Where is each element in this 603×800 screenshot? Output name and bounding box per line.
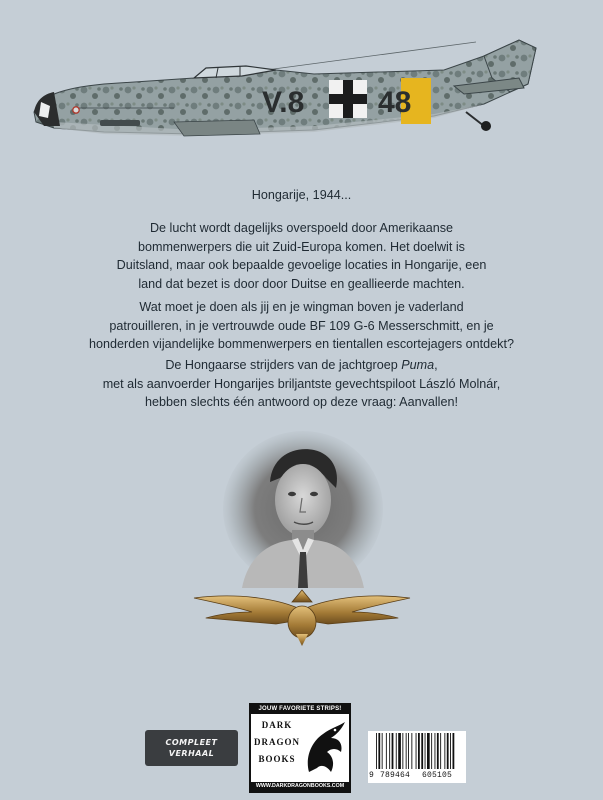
barcode-bar <box>440 733 441 769</box>
paragraph-2-line-2: patrouilleren, in je vertrouwde oude BF 109 G-6 Messerschmitt, en je <box>109 318 494 333</box>
barcode-bar <box>427 733 430 769</box>
pilot-portrait <box>222 430 384 588</box>
paragraph-3 <box>40 356 563 412</box>
paragraph-3-line-2: met als aanvoerder Hongarijes briljantste gevechtspiloot László Molnár, <box>102 376 501 391</box>
barcode-bar <box>398 733 401 769</box>
barcode-bar <box>389 733 390 769</box>
barcode-bar <box>386 733 387 769</box>
barcode-bar <box>418 733 420 769</box>
barcode-bar <box>392 733 394 769</box>
aircraft-code-left: V.8 <box>262 86 305 119</box>
barcode-bar <box>425 733 426 769</box>
barcode-bar <box>435 733 436 769</box>
hungarian-cross-insignia <box>329 80 367 118</box>
paragraph-1-line-1: De lucht wordt dagelijks overspoeld door Amerikaanse <box>149 221 454 235</box>
badge-line-2: VERHAAL <box>168 749 215 758</box>
barcode-bar <box>437 733 439 769</box>
barcode-bar <box>378 733 380 769</box>
publisher-tagline: JOUW FAVORIETE STRIPS! <box>251 705 349 714</box>
barcode-bar <box>444 733 445 769</box>
barcode-bar <box>453 733 455 769</box>
paragraph-1-line-2: bommenwerpers die uit Zuid-Europa komen. Het doelwit is <box>138 239 465 254</box>
paragraph-2 <box>40 298 563 354</box>
barcode-bar <box>402 733 403 769</box>
barcode-bars <box>368 733 466 771</box>
barcode-bar <box>406 733 407 769</box>
paragraph-1-line-3: Duitsland, maar ook bepaalde gevoelige locaties in Hongarije, een <box>116 258 487 272</box>
barcode-bar <box>416 733 417 769</box>
complete-story-badge <box>145 730 238 766</box>
paragraph-1-line-4: land dat bezet is door door Duitse en geallieerde machten. <box>138 276 465 291</box>
pilot-wings-emblem <box>192 588 412 648</box>
barcode-bar <box>376 733 377 769</box>
isbn-barcode: 9 789464 605105 <box>368 731 466 783</box>
publisher-url: WWW.DARKDRAGONBOOKS.COM <box>251 782 349 791</box>
squadron-name: Puma <box>401 358 435 372</box>
paragraph-1 <box>40 219 563 293</box>
barcode-bar <box>447 733 449 769</box>
barcode-bar <box>450 733 451 769</box>
dragon-icon <box>301 718 347 780</box>
intro-heading: Hongarije, 1944... <box>251 188 352 202</box>
publisher-wordmark: DARK DRAGON BOOKS <box>254 720 300 764</box>
barcode-bar <box>382 733 383 769</box>
barcode-bar <box>396 733 397 769</box>
paragraph-3-line-3: hebben slechts één antwoord op deze vraag: Aanvallen! <box>145 395 458 409</box>
barcode-bar <box>411 733 412 769</box>
barcode-bar <box>421 733 423 769</box>
messerschmitt-aircraft-illustration <box>14 22 544 140</box>
barcode-bar <box>431 733 432 769</box>
aircraft-code-right: 48 <box>378 86 412 119</box>
barcode-bar <box>408 733 409 769</box>
paragraph-2-line-1: Wat moet je doen als jij en je wingman boven je vaderland <box>139 300 464 314</box>
publisher-logo <box>249 703 351 793</box>
paragraph-3-line-1: De Hongaarse strijders van de jachtgroep Puma, <box>165 358 438 372</box>
badge-line-1: COMPLEET <box>165 738 218 747</box>
paragraph-2-line-3: honderden vijandelijke bommenwerpers en tientallen escortejagers ontdekt? <box>89 337 514 351</box>
